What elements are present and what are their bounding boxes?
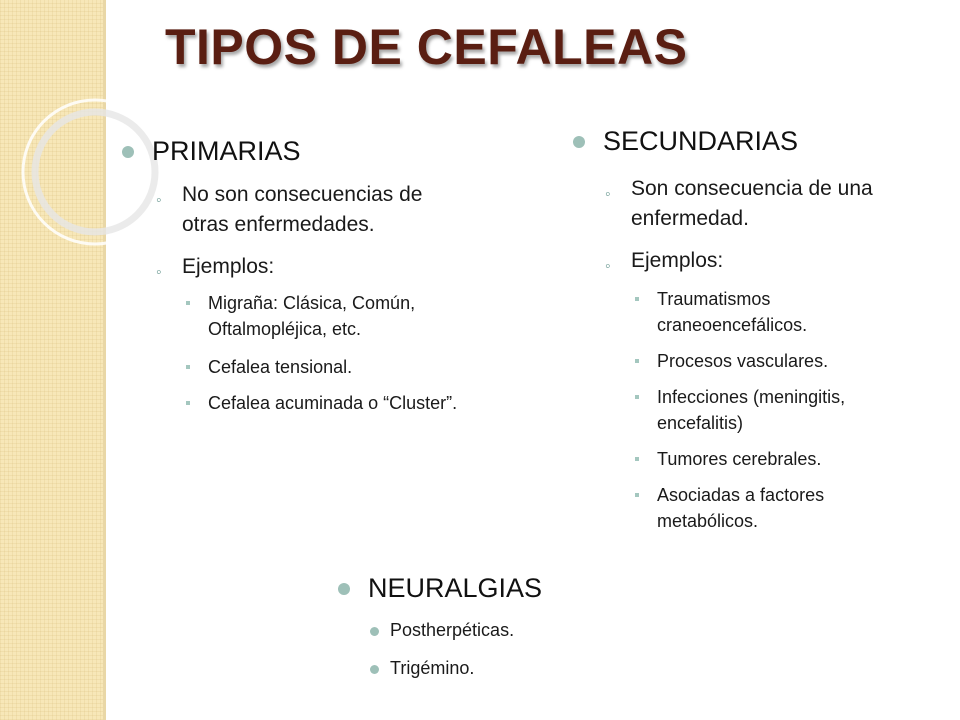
secundarias-examples-list	[631, 286, 881, 534]
primarias-section	[122, 134, 492, 416]
primarias-sub2-text: Ejemplos:	[182, 255, 275, 278]
list-item	[631, 348, 881, 374]
list-item	[182, 290, 462, 342]
slide-title: TIPOS DE CEFALEAS	[165, 19, 688, 75]
primarias-heading-row	[122, 134, 492, 168]
list-item	[182, 390, 462, 416]
square-bullet-icon	[635, 493, 639, 497]
list-item	[631, 482, 881, 534]
primarias-heading: PRIMARIAS	[152, 136, 301, 166]
secundarias-sub1-text: Son consecuencia de una enfermedad.	[631, 177, 873, 230]
primarias-body	[156, 180, 456, 416]
secundarias-example-text: Infecciones (meningitis, encefalitis)	[657, 387, 846, 433]
list-item	[364, 617, 658, 643]
secundarias-heading: SECUNDARIAS	[603, 126, 799, 156]
neuralgias-heading: NEURALGIAS	[368, 573, 543, 603]
secundarias-sub2-item	[605, 246, 905, 276]
primarias-example-text: Migraña: Clásica, Común, Oftalmopléjica, etc.	[208, 293, 416, 339]
neuralgias-list	[364, 617, 658, 681]
neuralgias-heading-row	[338, 571, 658, 605]
list-item	[182, 354, 462, 380]
neuralgias-item-text: Trigémino.	[390, 658, 475, 678]
secundarias-sub1-item	[605, 174, 905, 234]
bullet-dot-icon	[122, 146, 134, 158]
list-item	[631, 286, 881, 338]
square-bullet-icon	[186, 301, 190, 305]
ring-bullet-icon: ◦	[156, 192, 162, 209]
ring-bullet-icon: ◦	[605, 186, 611, 203]
ring-bullet-icon: ◦	[605, 258, 611, 275]
bullet-dot-icon	[370, 627, 379, 636]
bullet-dot-icon	[338, 583, 350, 595]
primarias-examples-list	[182, 290, 462, 416]
square-bullet-icon	[635, 457, 639, 461]
bullet-dot-icon	[370, 665, 379, 674]
secundarias-example-text: Tumores cerebrales.	[657, 449, 822, 469]
secundarias-section	[573, 124, 913, 534]
secundarias-body	[605, 174, 905, 534]
primarias-example-text: Cefalea tensional.	[208, 357, 353, 377]
square-bullet-icon	[186, 401, 190, 405]
neuralgias-section	[338, 571, 658, 681]
list-item	[631, 384, 881, 436]
primarias-example-text: Cefalea acuminada o “Cluster”.	[208, 393, 458, 413]
secundarias-example-text: Traumatismos craneoencefálicos.	[657, 289, 808, 335]
neuralgias-item-text: Postherpéticas.	[390, 620, 515, 640]
primarias-sub1-item	[156, 180, 456, 240]
secundarias-sub2-text: Ejemplos:	[631, 249, 724, 272]
primarias-sub2-item	[156, 252, 456, 282]
secundarias-example-text: Asociadas a factores metabólicos.	[657, 485, 825, 531]
ring-bullet-icon: ◦	[156, 264, 162, 281]
primarias-sub1-text: No son consecuencias de otras enfermedades.	[182, 183, 423, 236]
square-bullet-icon	[635, 395, 639, 399]
square-bullet-icon	[635, 359, 639, 363]
square-bullet-icon	[186, 365, 190, 369]
secundarias-example-text: Procesos vasculares.	[657, 351, 829, 371]
secundarias-heading-row	[573, 124, 913, 158]
bullet-dot-icon	[573, 136, 585, 148]
list-item	[631, 446, 881, 472]
square-bullet-icon	[635, 297, 639, 301]
list-item	[364, 655, 658, 681]
